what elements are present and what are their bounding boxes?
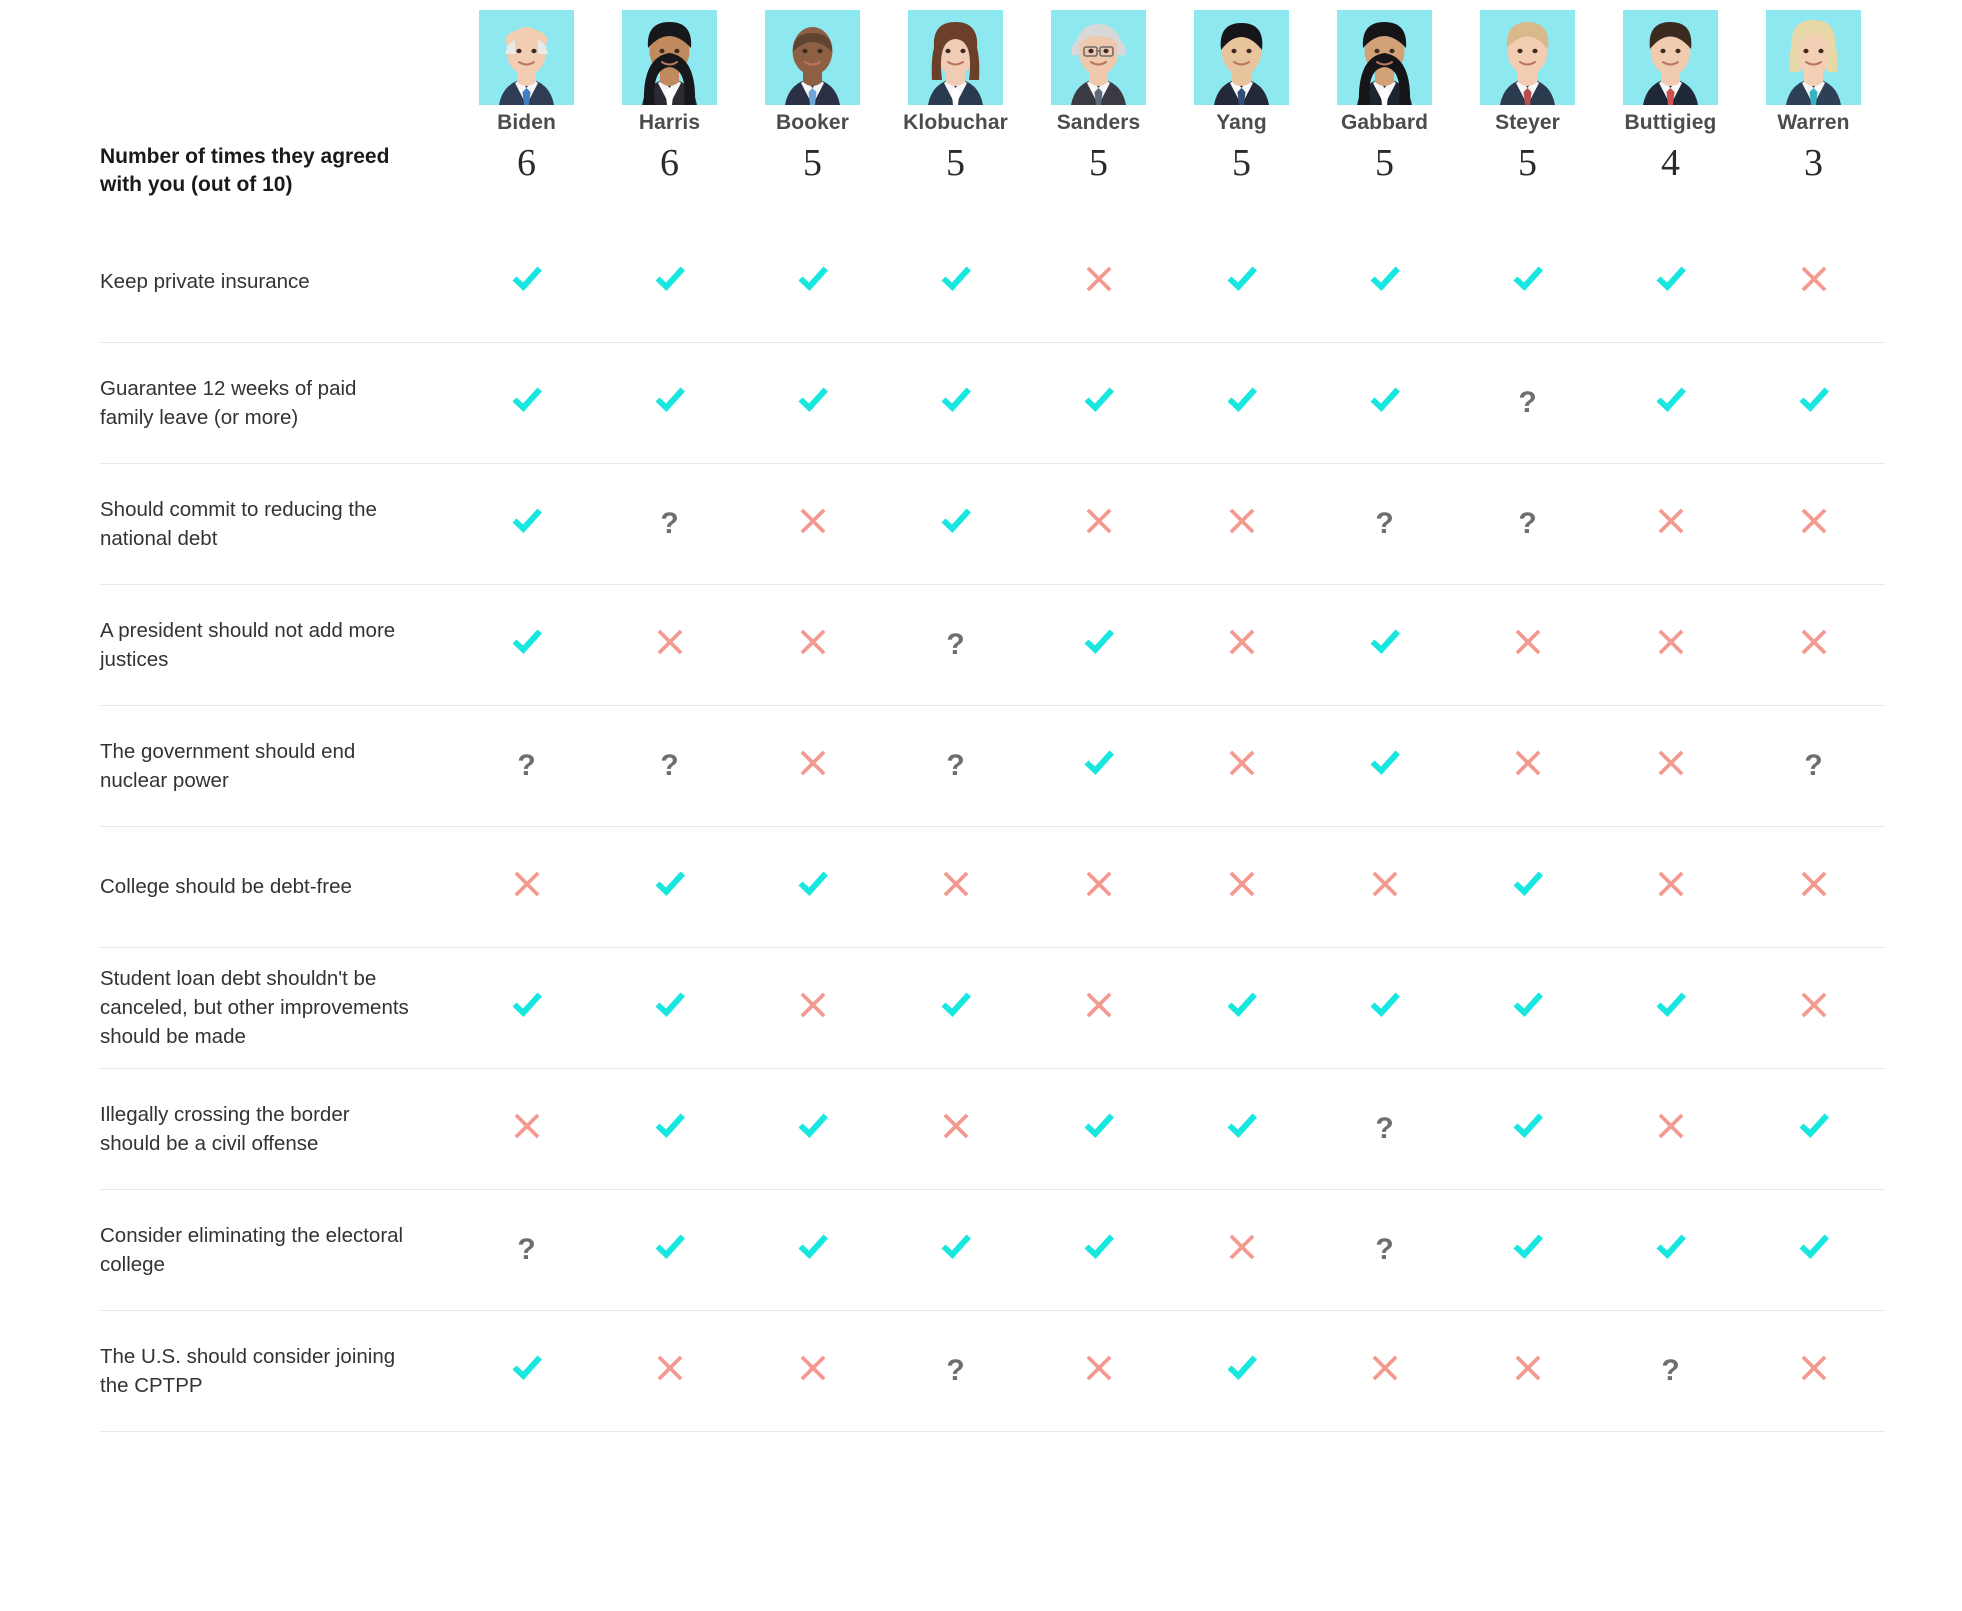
answer-cell[interactable] [1742, 222, 1885, 343]
disagree-cross-icon [1800, 628, 1828, 656]
agree-check-icon [1797, 1111, 1831, 1141]
avatar-klobuchar [908, 10, 1003, 105]
answer-cell[interactable] [1456, 826, 1599, 947]
answer-cell[interactable] [1742, 1189, 1885, 1310]
table-row [100, 1189, 1885, 1310]
answer-cell[interactable] [1313, 826, 1456, 947]
answer-cell[interactable] [884, 1189, 1027, 1310]
answer-cell[interactable] [1170, 584, 1313, 705]
answer-cell[interactable] [598, 222, 741, 343]
candidate-header-2[interactable] [741, 0, 884, 143]
answer-cell[interactable] [1170, 1310, 1313, 1431]
answer-cell[interactable] [598, 705, 741, 826]
agree-check-icon [796, 264, 830, 294]
score-yang: 5 [1232, 142, 1251, 184]
table-row [100, 1068, 1885, 1189]
answer-cell[interactable] [741, 222, 884, 343]
disagree-cross-icon [1800, 870, 1828, 898]
agree-check-icon [796, 1232, 830, 1262]
answer-cell[interactable] [1456, 947, 1599, 1068]
disagree-cross-icon [1228, 870, 1256, 898]
question-rows [100, 222, 1885, 1432]
answer-cell[interactable] [1456, 222, 1599, 343]
question-label: Guarantee 12 weeks of paid family leave (or more) [100, 342, 455, 463]
disagree-cross-icon [1085, 991, 1113, 1019]
answer-cell[interactable] [884, 463, 1027, 584]
table-row [100, 705, 1885, 826]
corner-spacer [100, 0, 455, 143]
answer-cell[interactable] [741, 342, 884, 463]
disagree-cross-icon [1657, 628, 1685, 656]
answer-cell[interactable] [455, 826, 598, 947]
agree-check-icon [1368, 385, 1402, 415]
answer-cell[interactable] [741, 947, 884, 1068]
answer-cell[interactable] [455, 463, 598, 584]
agree-check-icon [1225, 990, 1259, 1020]
agree-check-icon [1082, 385, 1116, 415]
avatar-yang [1194, 10, 1289, 105]
candidate-name: Biden [497, 111, 556, 134]
question-label: The government should end nuclear power [100, 705, 455, 826]
disagree-cross-icon [1085, 870, 1113, 898]
disagree-cross-icon [1228, 507, 1256, 535]
answer-cell[interactable] [1313, 705, 1456, 826]
score-sanders: 5 [1089, 142, 1108, 184]
answer-cell[interactable] [1027, 1068, 1170, 1189]
answer-cell[interactable] [1027, 1189, 1170, 1310]
disagree-cross-icon [1514, 749, 1542, 777]
question-label: A president should not add more justices [100, 584, 455, 705]
answer-cell[interactable] [455, 222, 598, 343]
table-row [100, 1310, 1885, 1431]
answer-cell[interactable] [1599, 947, 1742, 1068]
score-warren: 3 [1804, 142, 1823, 184]
answer-cell[interactable] [1313, 222, 1456, 343]
answer-cell[interactable] [455, 947, 598, 1068]
answer-cell[interactable] [1742, 705, 1885, 826]
score-klobuchar: 5 [946, 142, 965, 184]
agree-check-icon [1082, 627, 1116, 657]
agree-check-icon [653, 1232, 687, 1262]
answer-cell[interactable] [1170, 463, 1313, 584]
avatar-buttigieg [1623, 10, 1718, 105]
answer-cell[interactable] [741, 463, 884, 584]
answer-cell[interactable] [1027, 342, 1170, 463]
avatar-gabbard [1337, 10, 1432, 105]
agree-check-icon [510, 990, 544, 1020]
answer-cell[interactable] [741, 705, 884, 826]
disagree-cross-icon [799, 628, 827, 656]
answer-cell[interactable] [1456, 584, 1599, 705]
score-harris: 6 [660, 142, 679, 184]
disagree-cross-icon [656, 1354, 684, 1382]
answer-cell[interactable] [1027, 826, 1170, 947]
disagree-cross-icon [1371, 870, 1399, 898]
answer-cell[interactable] [1599, 1189, 1742, 1310]
question-label: Should commit to reducing the national debt [100, 463, 455, 584]
disagree-cross-icon [1085, 507, 1113, 535]
unknown-question-icon: ? [1518, 506, 1537, 540]
answer-cell[interactable] [1456, 705, 1599, 826]
agree-check-icon [1368, 264, 1402, 294]
answer-cell[interactable] [455, 1189, 598, 1310]
answer-cell[interactable] [598, 1310, 741, 1431]
agree-check-icon [1082, 748, 1116, 778]
answer-cell[interactable] [1313, 1310, 1456, 1431]
candidate-header-3[interactable] [884, 0, 1027, 143]
agree-check-icon [510, 1353, 544, 1383]
disagree-cross-icon [799, 1354, 827, 1382]
answer-cell[interactable] [884, 584, 1027, 705]
candidate-header-8[interactable] [1599, 0, 1742, 143]
answer-cell[interactable] [1599, 826, 1742, 947]
answer-cell[interactable] [1599, 463, 1742, 584]
answer-cell[interactable] [1170, 342, 1313, 463]
avatar-warren [1766, 10, 1861, 105]
answer-cell[interactable] [1313, 463, 1456, 584]
disagree-cross-icon [799, 749, 827, 777]
agree-check-icon [1654, 264, 1688, 294]
unknown-question-icon: ? [946, 1353, 965, 1387]
answer-cell[interactable] [1599, 584, 1742, 705]
candidate-name: Buttigieg [1624, 111, 1717, 134]
avatar-biden [479, 10, 574, 105]
agree-check-icon [1511, 1111, 1545, 1141]
answer-cell[interactable] [1456, 1068, 1599, 1189]
candidate-header-7[interactable] [1456, 0, 1599, 143]
disagree-cross-icon [1228, 628, 1256, 656]
answer-cell[interactable] [1313, 584, 1456, 705]
answer-cell[interactable] [1599, 705, 1742, 826]
answer-cell[interactable] [1170, 222, 1313, 343]
agree-check-icon [939, 385, 973, 415]
answer-cell[interactable] [1456, 342, 1599, 463]
agree-check-icon [1225, 1111, 1259, 1141]
answer-cell[interactable] [1599, 222, 1742, 343]
candidate-header-4[interactable] [1027, 0, 1170, 143]
disagree-cross-icon [1657, 507, 1685, 535]
candidate-header-5[interactable] [1170, 0, 1313, 143]
agree-check-icon [1511, 869, 1545, 899]
score-gabbard: 5 [1375, 142, 1394, 184]
candidate-name: Booker [776, 111, 849, 134]
candidate-name: Harris [638, 111, 701, 134]
score-buttigieg: 4 [1661, 142, 1680, 184]
candidate-header-0[interactable] [455, 0, 598, 143]
disagree-cross-icon [1800, 1354, 1828, 1382]
agree-check-icon [1654, 1232, 1688, 1262]
disagree-cross-icon [656, 628, 684, 656]
disagree-cross-icon [1657, 1112, 1685, 1140]
score-steyer: 5 [1518, 142, 1537, 184]
answer-cell[interactable] [741, 826, 884, 947]
question-label: Illegally crossing the border should be a civil offense [100, 1068, 455, 1189]
answer-cell[interactable] [1456, 1310, 1599, 1431]
answer-cell[interactable] [1599, 342, 1742, 463]
answer-cell[interactable] [741, 1068, 884, 1189]
answer-cell[interactable] [1742, 826, 1885, 947]
answer-cell[interactable] [598, 947, 741, 1068]
agreement-count-label: Number of times they agreed with you (out of 10) [100, 145, 390, 197]
answer-cell[interactable] [598, 1189, 741, 1310]
agree-check-icon [510, 627, 544, 657]
avatar-booker [765, 10, 860, 105]
disagree-cross-icon [1085, 1354, 1113, 1382]
answer-cell[interactable] [741, 584, 884, 705]
agree-check-icon [653, 385, 687, 415]
answer-cell[interactable] [1313, 342, 1456, 463]
candidate-name: Warren [1777, 111, 1850, 134]
question-label: Keep private insurance [100, 222, 455, 343]
table-row [100, 222, 1885, 343]
answer-cell[interactable] [1742, 1068, 1885, 1189]
table-row [100, 826, 1885, 947]
answer-cell[interactable] [1742, 463, 1885, 584]
unknown-question-icon: ? [1804, 748, 1823, 782]
comparison-table [100, 0, 1885, 1432]
agree-check-icon [510, 506, 544, 536]
answer-cell[interactable] [1027, 1310, 1170, 1431]
answer-cell[interactable] [1027, 705, 1170, 826]
answer-cell[interactable] [1170, 826, 1313, 947]
agree-check-icon [510, 385, 544, 415]
disagree-cross-icon [799, 991, 827, 1019]
unknown-question-icon: ? [946, 627, 965, 661]
answer-cell[interactable] [455, 705, 598, 826]
answer-cell[interactable] [455, 584, 598, 705]
answer-cell[interactable] [1313, 947, 1456, 1068]
disagree-cross-icon [1371, 1354, 1399, 1382]
answer-cell[interactable] [884, 1068, 1027, 1189]
agree-check-icon [653, 869, 687, 899]
candidate-name: Sanders [1056, 111, 1141, 134]
disagree-cross-icon [942, 1112, 970, 1140]
answer-cell[interactable] [1170, 947, 1313, 1068]
answer-cell[interactable] [1027, 222, 1170, 343]
agree-check-icon [1511, 990, 1545, 1020]
disagree-cross-icon [1514, 1354, 1542, 1382]
avatar-harris [622, 10, 717, 105]
answer-cell[interactable] [455, 1310, 598, 1431]
unknown-question-icon: ? [517, 1232, 536, 1266]
answer-cell[interactable] [1742, 342, 1885, 463]
unknown-question-icon: ? [1375, 506, 1394, 540]
answer-cell[interactable] [455, 1068, 598, 1189]
agree-check-icon [1082, 1111, 1116, 1141]
candidate-name: Klobuchar [903, 111, 1008, 134]
disagree-cross-icon [513, 870, 541, 898]
disagree-cross-icon [799, 507, 827, 535]
answer-cell[interactable] [1456, 1189, 1599, 1310]
candidate-name: Yang [1216, 111, 1267, 134]
score-biden: 6 [517, 142, 536, 184]
disagree-cross-icon [1657, 870, 1685, 898]
disagree-cross-icon [1657, 749, 1685, 777]
candidate-header-9[interactable] [1742, 0, 1885, 143]
candidate-header-6[interactable] [1313, 0, 1456, 143]
unknown-question-icon: ? [1375, 1111, 1394, 1145]
answer-cell[interactable] [1599, 1310, 1742, 1431]
answer-cell[interactable] [1742, 1310, 1885, 1431]
answer-cell[interactable] [884, 947, 1027, 1068]
answer-cell[interactable] [1456, 463, 1599, 584]
table-row [100, 463, 1885, 584]
disagree-cross-icon [1800, 991, 1828, 1019]
answer-cell[interactable] [884, 826, 1027, 947]
agree-check-icon [1225, 264, 1259, 294]
answer-cell[interactable] [1599, 1068, 1742, 1189]
agree-check-icon [1797, 385, 1831, 415]
agree-check-icon [1654, 385, 1688, 415]
disagree-cross-icon [1800, 507, 1828, 535]
answer-cell[interactable] [741, 1189, 884, 1310]
agree-check-icon [796, 869, 830, 899]
unknown-question-icon: ? [1661, 1353, 1680, 1387]
answer-cell[interactable] [455, 342, 598, 463]
unknown-question-icon: ? [1518, 385, 1537, 419]
answer-cell[interactable] [1742, 584, 1885, 705]
unknown-question-icon: ? [660, 748, 679, 782]
table-row [100, 584, 1885, 705]
agree-check-icon [1225, 385, 1259, 415]
candidate-header-1[interactable] [598, 0, 741, 143]
answer-cell[interactable] [741, 1310, 884, 1431]
avatar-steyer [1480, 10, 1575, 105]
answer-cell[interactable] [598, 1068, 741, 1189]
agree-check-icon [1654, 990, 1688, 1020]
agree-check-icon [1368, 990, 1402, 1020]
agree-check-icon [796, 1111, 830, 1141]
table-row [100, 947, 1885, 1068]
answer-cell[interactable] [598, 342, 741, 463]
answer-cell[interactable] [1313, 1068, 1456, 1189]
unknown-question-icon: ? [1375, 1232, 1394, 1266]
agree-check-icon [1368, 748, 1402, 778]
unknown-question-icon: ? [946, 748, 965, 782]
agree-check-icon [939, 506, 973, 536]
answer-cell[interactable] [884, 705, 1027, 826]
answer-cell[interactable] [1313, 1189, 1456, 1310]
answer-cell[interactable] [1742, 947, 1885, 1068]
question-label: Student loan debt shouldn't be canceled, but other improvements should be made [100, 947, 455, 1068]
answer-cell[interactable] [884, 222, 1027, 343]
answer-cell[interactable] [598, 463, 741, 584]
agree-check-icon [796, 385, 830, 415]
disagree-cross-icon [1228, 1233, 1256, 1261]
answer-cell[interactable] [884, 1310, 1027, 1431]
answer-cell[interactable] [884, 342, 1027, 463]
portrait-row [100, 0, 1885, 143]
agree-check-icon [1082, 1232, 1116, 1262]
answer-cell[interactable] [598, 826, 741, 947]
agree-check-icon [510, 264, 544, 294]
agree-check-icon [653, 1111, 687, 1141]
question-label: College should be debt-free [100, 826, 455, 947]
agree-check-icon [653, 990, 687, 1020]
table-row [100, 342, 1885, 463]
avatar-sanders [1051, 10, 1146, 105]
answer-cell[interactable] [1027, 947, 1170, 1068]
disagree-cross-icon [1800, 265, 1828, 293]
agree-check-icon [939, 1232, 973, 1262]
answer-cell[interactable] [598, 584, 741, 705]
answer-cell[interactable] [1170, 1068, 1313, 1189]
score-row [100, 143, 1885, 222]
agree-check-icon [939, 990, 973, 1020]
agree-check-icon [1511, 264, 1545, 294]
agree-check-icon [1797, 1232, 1831, 1262]
answer-cell[interactable] [1170, 705, 1313, 826]
question-label: The U.S. should consider joining the CPTPP [100, 1310, 455, 1431]
agree-check-icon [939, 264, 973, 294]
score-booker: 5 [803, 142, 822, 184]
candidate-name: Steyer [1495, 111, 1560, 134]
agree-check-icon [653, 264, 687, 294]
answer-cell[interactable] [1170, 1189, 1313, 1310]
unknown-question-icon: ? [517, 748, 536, 782]
unknown-question-icon: ? [660, 506, 679, 540]
disagree-cross-icon [1514, 628, 1542, 656]
disagree-cross-icon [513, 1112, 541, 1140]
answer-cell[interactable] [1027, 463, 1170, 584]
agree-check-icon [1368, 627, 1402, 657]
disagree-cross-icon [942, 870, 970, 898]
answer-cell[interactable] [1027, 584, 1170, 705]
disagree-cross-icon [1228, 749, 1256, 777]
agree-check-icon [1225, 1353, 1259, 1383]
disagree-cross-icon [1085, 265, 1113, 293]
agree-check-icon [1511, 1232, 1545, 1262]
question-label: Consider eliminating the electoral college [100, 1189, 455, 1310]
candidate-name: Gabbard [1340, 111, 1429, 134]
